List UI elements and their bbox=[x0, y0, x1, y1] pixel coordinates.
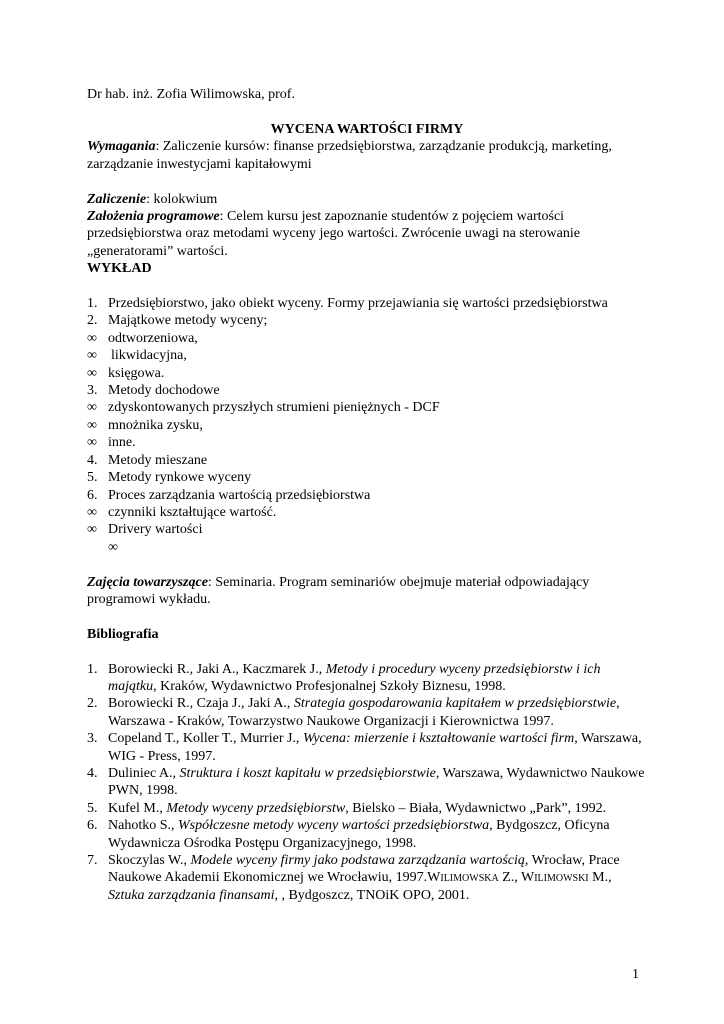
list-item: ∞ likwidacyjna, bbox=[87, 348, 187, 364]
requirements-paragraph bbox=[87, 138, 647, 173]
program-text: : Celem kursu jest zapoznanie studentów z pojęciem wartości przedsiębiorstwa oraz metodami wyceny jego wartości. Zwrócenie uwagi na sterowanie „generatorami” wartości. bbox=[87, 209, 580, 259]
infinity-bullet-icon: ∞ bbox=[108, 539, 118, 555]
list-item: 4. Metody mieszane bbox=[87, 452, 208, 468]
seminars-text: : Seminaria. Program seminariów obejmuje materiał odpowiadający programowi wykładu. bbox=[87, 574, 590, 607]
credit-text: : kolokwium bbox=[146, 191, 218, 207]
list-item: 4. Duliniec A., Struktura i koszt kapitału w przedsiębiorstwie, Warszawa, Wydawnictwo Naukowe PWN, 1998. bbox=[87, 765, 645, 799]
credit-label: Zaliczenie bbox=[87, 191, 147, 207]
list-item: 5. Metody rynkowe wyceny bbox=[87, 470, 252, 486]
list-item: 7. Skoczylas W., Modele wyceny firmy jako podstawa zarządzania wartością, Wrocław, Prace Naukowe Akademii Ekonomicznej we Wrocławiu, 1997.Wilimowska Z., Wilimowski M., Sztuka zarządzania finansami, , Bydgoszcz, TNOiK OPO, 2001. bbox=[87, 852, 620, 903]
list-item: 1. Borowiecki R., Jaki A., Kaczmarek J., Metody i procedury wyceny przedsiębiorstw i ich majątku, Kraków, Wydawnictwo Profesjonalnej Szkoły Biznesu, 1998. bbox=[87, 661, 601, 694]
program-label: Założenia programowe bbox=[87, 209, 220, 225]
credit-paragraph bbox=[87, 191, 647, 208]
course-title: WYCENA WARTOŚCI FIRMY bbox=[270, 122, 464, 137]
list-item: 1. Przedsiębiorstwo, jako obiekt wyceny. Formy przejawiania się wartości przedsiębiorstwa bbox=[87, 296, 608, 312]
list-item: 6. Nahotko S., Współczesne metody wyceny wartości przedsiębiorstwa, Bydgoszcz, Oficyna Wydawnicza Ośrodka Postępu Organizacyjnego, 1998. bbox=[87, 818, 610, 851]
requirements-label: Wymagania bbox=[87, 139, 156, 155]
list-item: 2. Majątkowe metody wyceny; bbox=[87, 313, 268, 329]
list-item: ∞ Drivery wartości bbox=[87, 522, 203, 538]
list-item: 5. Kufel M., Metody wyceny przedsiębiorstw, Bielsko – Biała, Wydawnictwo „Park”, 1992. bbox=[87, 800, 607, 816]
list-item: ∞ inne. bbox=[87, 435, 136, 451]
seminars-paragraph bbox=[87, 574, 647, 609]
infinity-bullet-icon: ∞ bbox=[87, 522, 97, 538]
program-paragraph bbox=[87, 208, 647, 260]
list-item: ∞ zdyskontowanych przyszłych strumieni pieniężnych - DCF bbox=[87, 400, 440, 416]
infinity-bullet-icon: ∞ bbox=[87, 435, 97, 451]
lecture-list bbox=[87, 295, 647, 556]
document-body bbox=[87, 121, 647, 904]
list-item: ∞ księgowa. bbox=[87, 365, 165, 381]
infinity-bullet-icon: ∞ bbox=[87, 330, 97, 346]
infinity-bullet-icon: ∞ bbox=[87, 504, 97, 520]
lecture-heading: WYKŁAD bbox=[87, 261, 152, 277]
list-item bbox=[87, 539, 647, 556]
list-item: 3. Copeland T., Koller T., Murrier J., Wycena: mierzenie i kształtowanie wartości firm, Warszawa, WIG - Press, 1997. bbox=[87, 731, 642, 764]
list-item: 3. Metody dochodowe bbox=[87, 383, 220, 399]
infinity-bullet-icon: ∞ bbox=[87, 400, 97, 416]
page-number: 1 bbox=[632, 967, 639, 982]
infinity-bullet-icon: ∞ bbox=[87, 348, 97, 364]
requirements-text: : Zaliczenie kursów: finanse przedsiębiorstwa, zarządzanie produkcją, marketing, zarządzanie inwestycjami kapitałowymi bbox=[87, 139, 612, 172]
infinity-bullet-icon: ∞ bbox=[87, 365, 97, 381]
infinity-bullet-icon: ∞ bbox=[87, 417, 97, 433]
list-item: 6. Proces zarządzania wartością przedsiębiorstwa bbox=[87, 487, 371, 503]
list-item: ∞ mnożnika zysku, bbox=[87, 417, 203, 433]
list-item: ∞ czynniki kształtujące wartość. bbox=[87, 504, 277, 520]
bibliography-list bbox=[87, 661, 647, 905]
list-item: ∞ odtworzeniowa, bbox=[87, 330, 198, 346]
list-item: 2. Borowiecki R., Czaja J., Jaki A., Strategia gospodarowania kapitałem w przedsiębiorstwie, Warszawa - Kraków, Towarzystwo Naukowe Organizacji i Kierownictwa 1997. bbox=[87, 696, 620, 729]
author-line: Dr hab. inż. Zofia Wilimowska, prof. bbox=[87, 87, 295, 102]
seminars-label: Zajęcia towarzyszące bbox=[87, 574, 208, 590]
bibliography-heading: Bibliografia bbox=[87, 626, 159, 642]
